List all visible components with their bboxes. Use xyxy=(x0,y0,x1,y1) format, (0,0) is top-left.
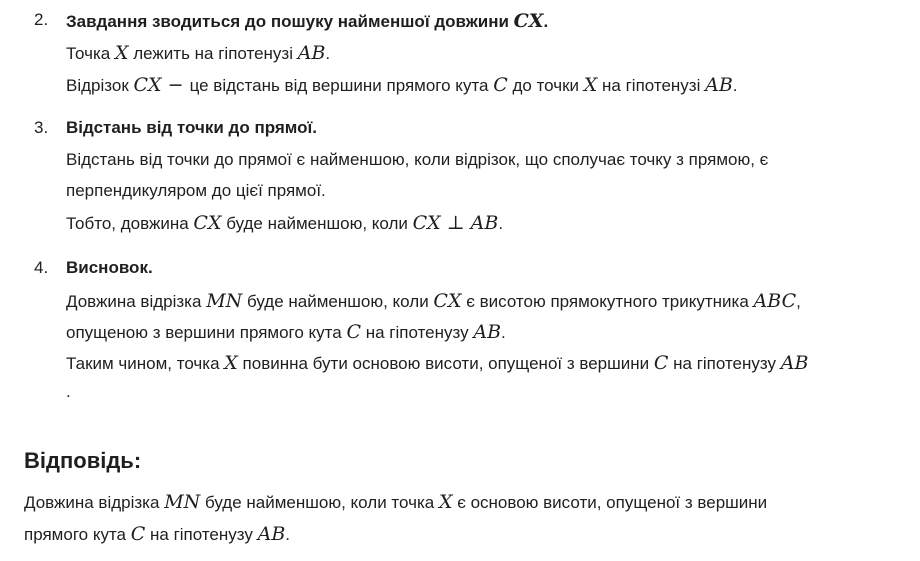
text-run: буде найменшою, коли xyxy=(221,214,413,233)
text-run: , xyxy=(796,292,801,311)
step-number: 3. xyxy=(34,118,49,137)
text-run: . xyxy=(498,214,504,233)
math-expression: AB xyxy=(470,212,499,234)
math-expression: AB xyxy=(780,352,809,374)
math-expression: MN xyxy=(206,290,243,312)
text-run: Відстань від точки до прямої є найменшою, коли відрізок, що сполучає точку з прямою, є xyxy=(66,150,769,169)
text-run: Завдання зводиться до пошуку найменшої довжини xyxy=(66,12,514,31)
text-run: прямого кута xyxy=(24,525,131,544)
text-run: Таким чином, точка xyxy=(66,354,225,373)
answer-line xyxy=(24,523,290,545)
text-run: це відстань від вершини прямого кута xyxy=(189,76,494,95)
step-line xyxy=(66,150,768,170)
math-expression: X xyxy=(224,352,238,374)
text-run: Довжина відрізка xyxy=(24,493,165,512)
step-number: 4. xyxy=(34,258,49,277)
math-expression: C xyxy=(653,352,669,374)
math-expression: AB xyxy=(297,42,326,64)
math-expression: MN xyxy=(164,491,201,513)
math-expression: CX xyxy=(513,10,544,32)
text-run: буде найменшою, коли xyxy=(242,292,434,311)
step-line xyxy=(66,382,71,402)
math-expression: AB xyxy=(473,321,502,343)
math-expression: ⊥ xyxy=(440,212,471,234)
text-run: повинна бути основою висоти, опущеної з вершини xyxy=(237,354,654,373)
text-run: . xyxy=(66,382,71,401)
step-line xyxy=(66,321,506,343)
text-run: Тобто, довжина xyxy=(66,214,194,233)
text-run: . xyxy=(285,525,291,544)
text-run: на гіпотенузі xyxy=(597,76,706,95)
math-expression: CX xyxy=(193,212,222,234)
answer-heading: Відповідь: xyxy=(24,448,142,473)
math-expression: AB xyxy=(705,74,733,96)
math-expression: CX xyxy=(412,212,441,234)
text-run: . xyxy=(325,44,331,63)
text-run: на гіпотенузу xyxy=(668,354,781,373)
step-line xyxy=(66,74,738,96)
text-run: . xyxy=(501,323,506,342)
step-line xyxy=(66,352,808,374)
text-run: на гіпотенузу xyxy=(145,525,258,544)
math-expression: X xyxy=(438,491,453,513)
math-expression: C xyxy=(346,321,362,343)
text-run: буде найменшою, коли точка xyxy=(200,493,439,512)
text-run: Довжина відрізка xyxy=(66,292,207,311)
text-run: на гіпотенузу xyxy=(361,323,474,342)
step-title: Висновок. xyxy=(66,258,153,277)
text-run: до точки xyxy=(507,76,584,95)
text-run: . xyxy=(543,12,549,31)
text-run: . xyxy=(732,76,738,95)
step-line xyxy=(66,290,801,312)
math-expression: AB xyxy=(257,523,286,545)
text-run: лежить на гіпотенузі xyxy=(128,44,298,63)
text-run: Точка xyxy=(66,44,115,63)
math-expression: C xyxy=(493,74,508,96)
math-expression: ABC xyxy=(753,290,797,312)
text-run: опущеною з вершини прямого кута xyxy=(66,323,347,342)
math-expression: CX xyxy=(433,290,462,312)
step-number: 2. xyxy=(34,10,49,29)
text-run: Відрізок xyxy=(66,76,134,95)
text-run: є основою висоти, опущеної з вершини xyxy=(452,493,768,512)
step-title: Відстань від точки до прямої. xyxy=(66,118,318,137)
math-expression: C xyxy=(130,523,146,545)
text-run: перпендикуляром до цієї прямої. xyxy=(66,181,326,200)
math-expression: CX xyxy=(133,74,162,96)
step-line xyxy=(66,212,503,234)
step-line xyxy=(66,42,330,64)
step-title xyxy=(66,10,548,32)
answer-line xyxy=(24,491,767,513)
math-expression: − xyxy=(161,74,190,96)
step-line xyxy=(66,181,326,201)
math-expression: X xyxy=(114,42,129,64)
math-expression: X xyxy=(583,74,598,96)
text-run: є висотою прямокутного трикутника xyxy=(461,292,754,311)
